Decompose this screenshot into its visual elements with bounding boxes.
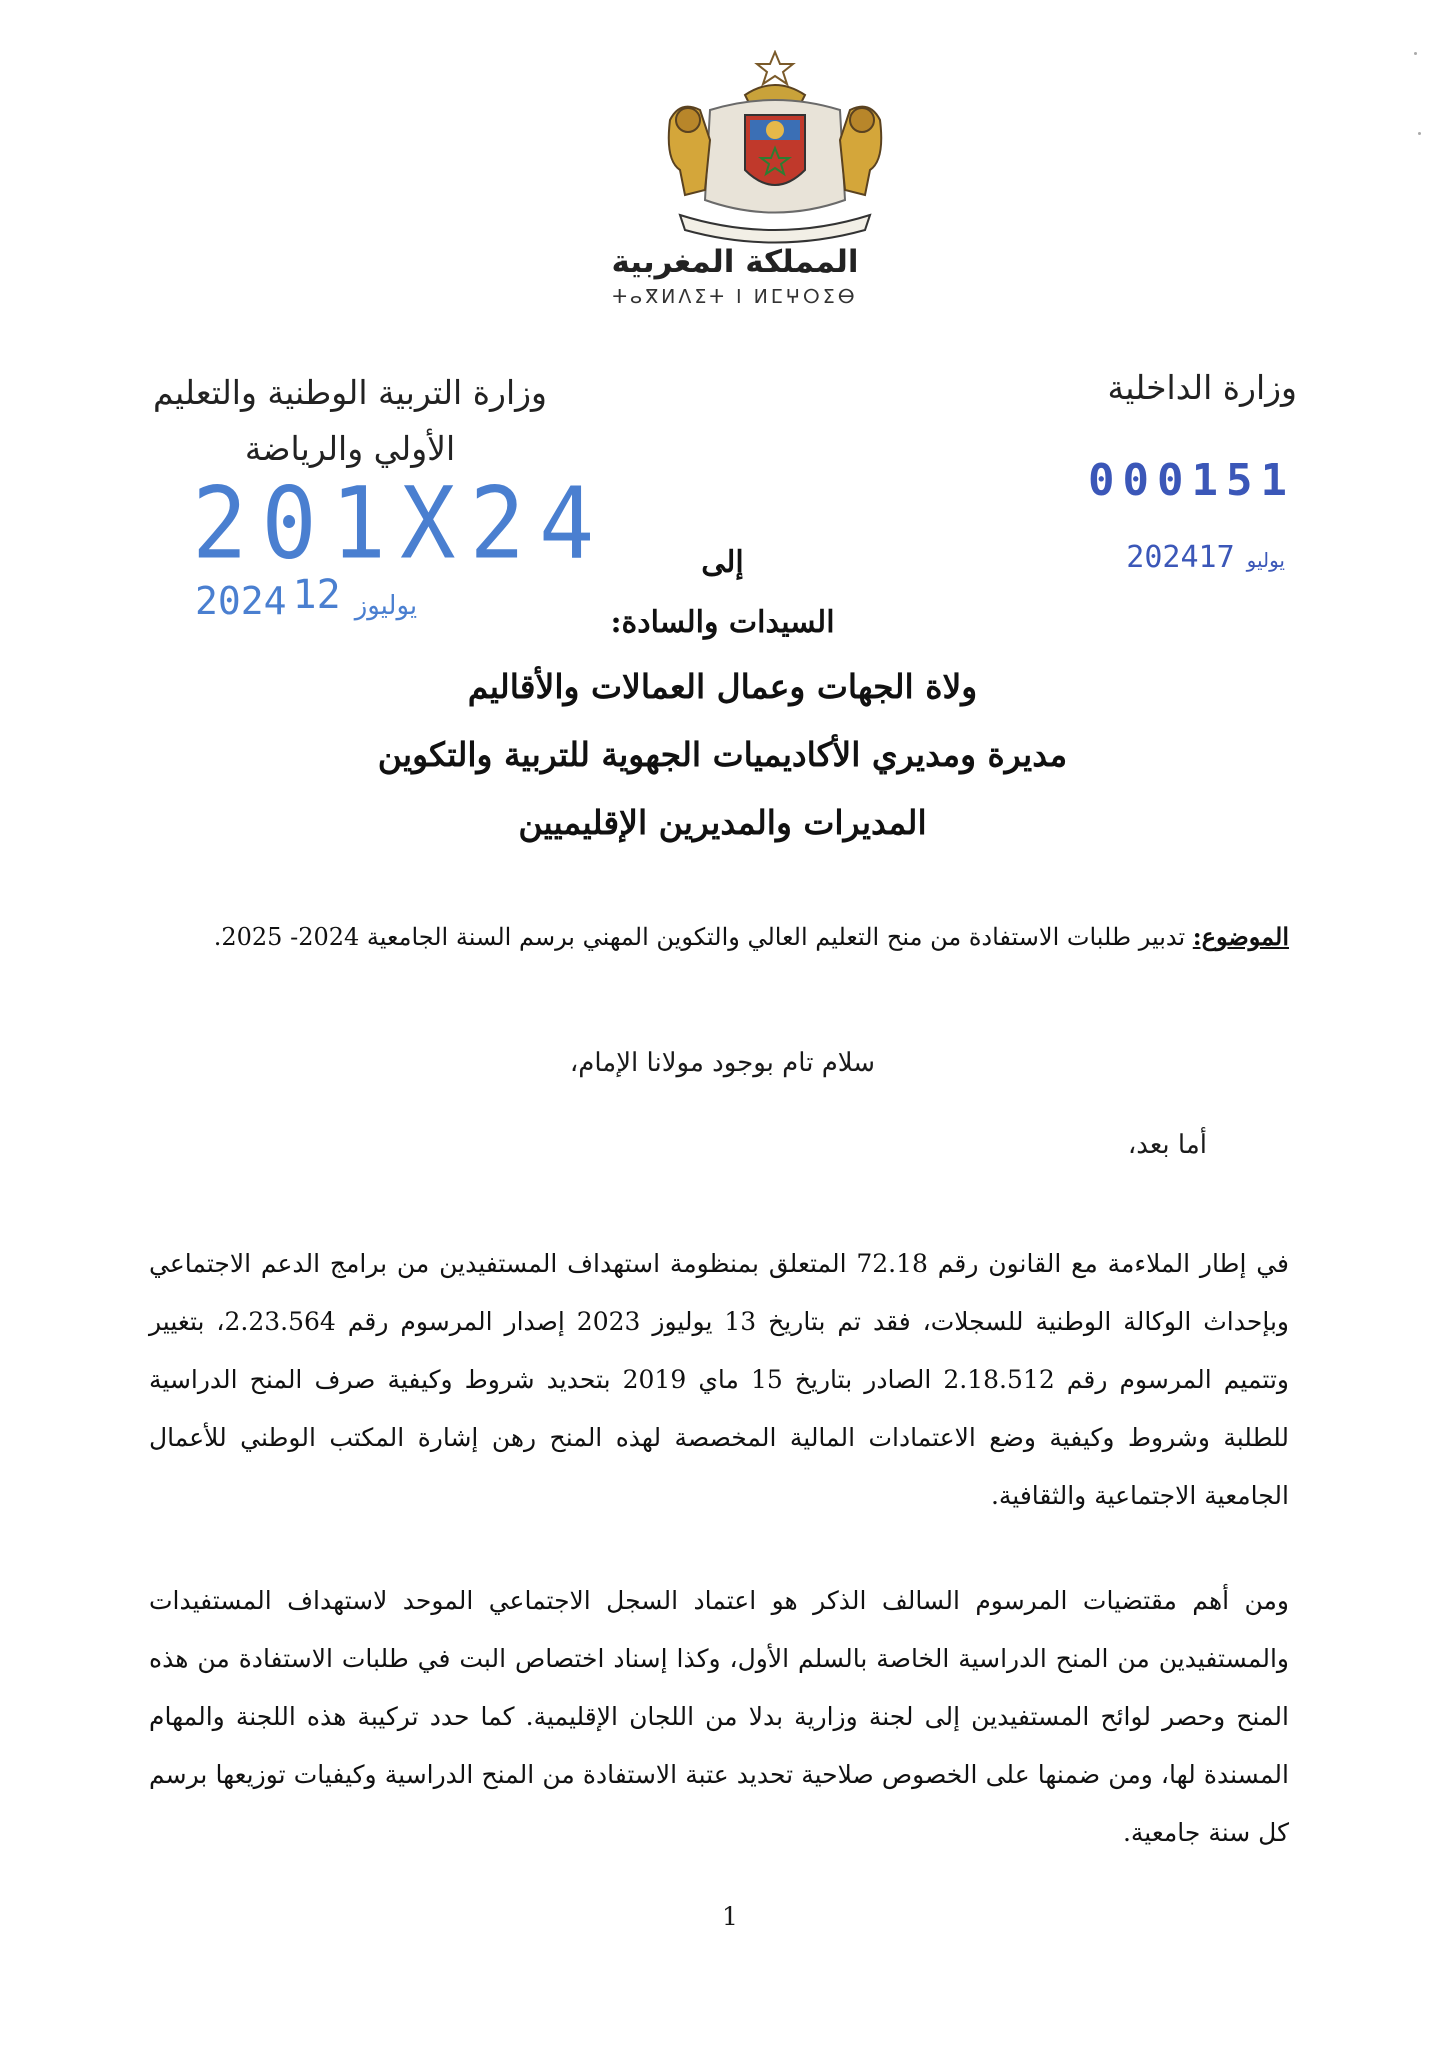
body-paragraph: في إطار الملاءمة مع القانون رقم 72.18 المتعلق بمنظومة استهداف المستفيدين من برامج الدعم الاجتماعي وبإحداث الوكالة الوطنية للسجلات، فقد تم بتاريخ 13 يوليوز 2023 إصدار المرسوم رقم 2.23.564، بتغيير وتتميم المرسوم رقم 2.18.512 الصادر بتاريخ 15 ماي 2019 بتحديد شروط وكيفية صرف المنح الدراسية للطلبة وشروط وكيفية وضع الاعتمادات المالية المخصصة لهذه المنح رهن إشارة المكتب الوطني للأعمال الجامعية الاجتماعية والثقافية. bbox=[149, 1249, 1289, 1510]
stamp-year-right: 2024 bbox=[1126, 540, 1199, 575]
kingdom-name-tifinagh: ⵜⴰⴳⵍⴷⵉⵜ ⵏ ⵍⵎⵖⵔⵉⴱ bbox=[612, 286, 858, 308]
scan-speck bbox=[1414, 52, 1417, 55]
recipient-governors: ولاة الجهات وعمال العمالات والأقاليم bbox=[467, 667, 978, 706]
ministry-education-line2: الأولي والرياضة bbox=[244, 429, 456, 468]
ministry-interior: وزارة الداخلية bbox=[1107, 368, 1297, 407]
stamp-month-left: يوليوز bbox=[354, 591, 418, 621]
subject-line bbox=[149, 922, 1289, 951]
recipient-academy-directors: مديرة ومديري الأكاديميات الجهوية للتربية والتكوين bbox=[377, 735, 1068, 774]
subject-text: تدبير طلبات الاستفادة من منح التعليم العالي والتكوين المهني برسم السنة الجامعية 2024- 2025. bbox=[213, 923, 1193, 951]
coat-of-arms-icon bbox=[650, 50, 900, 250]
stamp-year-left: 2024 bbox=[195, 579, 287, 623]
addressee-salutation: السيدات والسادة: bbox=[610, 605, 835, 640]
stamp-day-left: 12 bbox=[292, 572, 341, 618]
stamp-day-right: 17 bbox=[1198, 540, 1235, 575]
subject-label: الموضوع: bbox=[1192, 922, 1289, 951]
greeting: سلام تام بوجود مولانا الإمام، bbox=[569, 1048, 876, 1078]
opening-phrase: أما بعد، bbox=[1127, 1130, 1207, 1160]
addressee-to: إلى bbox=[701, 545, 744, 580]
scan-speck bbox=[1418, 132, 1421, 135]
page-number: 1 bbox=[722, 1902, 738, 1931]
body-paragraph: ومن أهم مقتضيات المرسوم السالف الذكر هو اعتماد السجل الاجتماعي الموحد لاستهداف المستفيدات والمستفيدين من المنح الدراسية الخاصة بالسلم الأول، وكذا إسناد اختصاص البت في طلبات الاستفادة من هذه المنح وحصر لوائح المستفيدين إلى لجنة وزارية بدلا من اللجان الإقليمية. كما حدد تركيبة هذه اللجنة والمهام المسندة لها، ومن ضمنها على الخصوص صلاحية تحديد عتبة الاستفادة من المنح الدراسية وكيفيات توزيعها برسم كل سنة جامعية. bbox=[149, 1586, 1289, 1847]
registration-stamp-date-right bbox=[1126, 540, 1297, 575]
registration-stamp-number-left: 201X24 bbox=[192, 465, 609, 582]
registration-stamp-number-right: 000151 bbox=[1088, 455, 1295, 506]
ministry-education-line1: وزارة التربية الوطنية والتعليم bbox=[153, 373, 547, 412]
ministry-education bbox=[140, 365, 560, 477]
recipient-provincial-directors: المديرات والمديرين الإقليميين bbox=[518, 803, 927, 842]
kingdom-name-arabic: المملكة المغربية bbox=[611, 244, 859, 280]
stamp-month-right: يوليو bbox=[1246, 548, 1285, 572]
